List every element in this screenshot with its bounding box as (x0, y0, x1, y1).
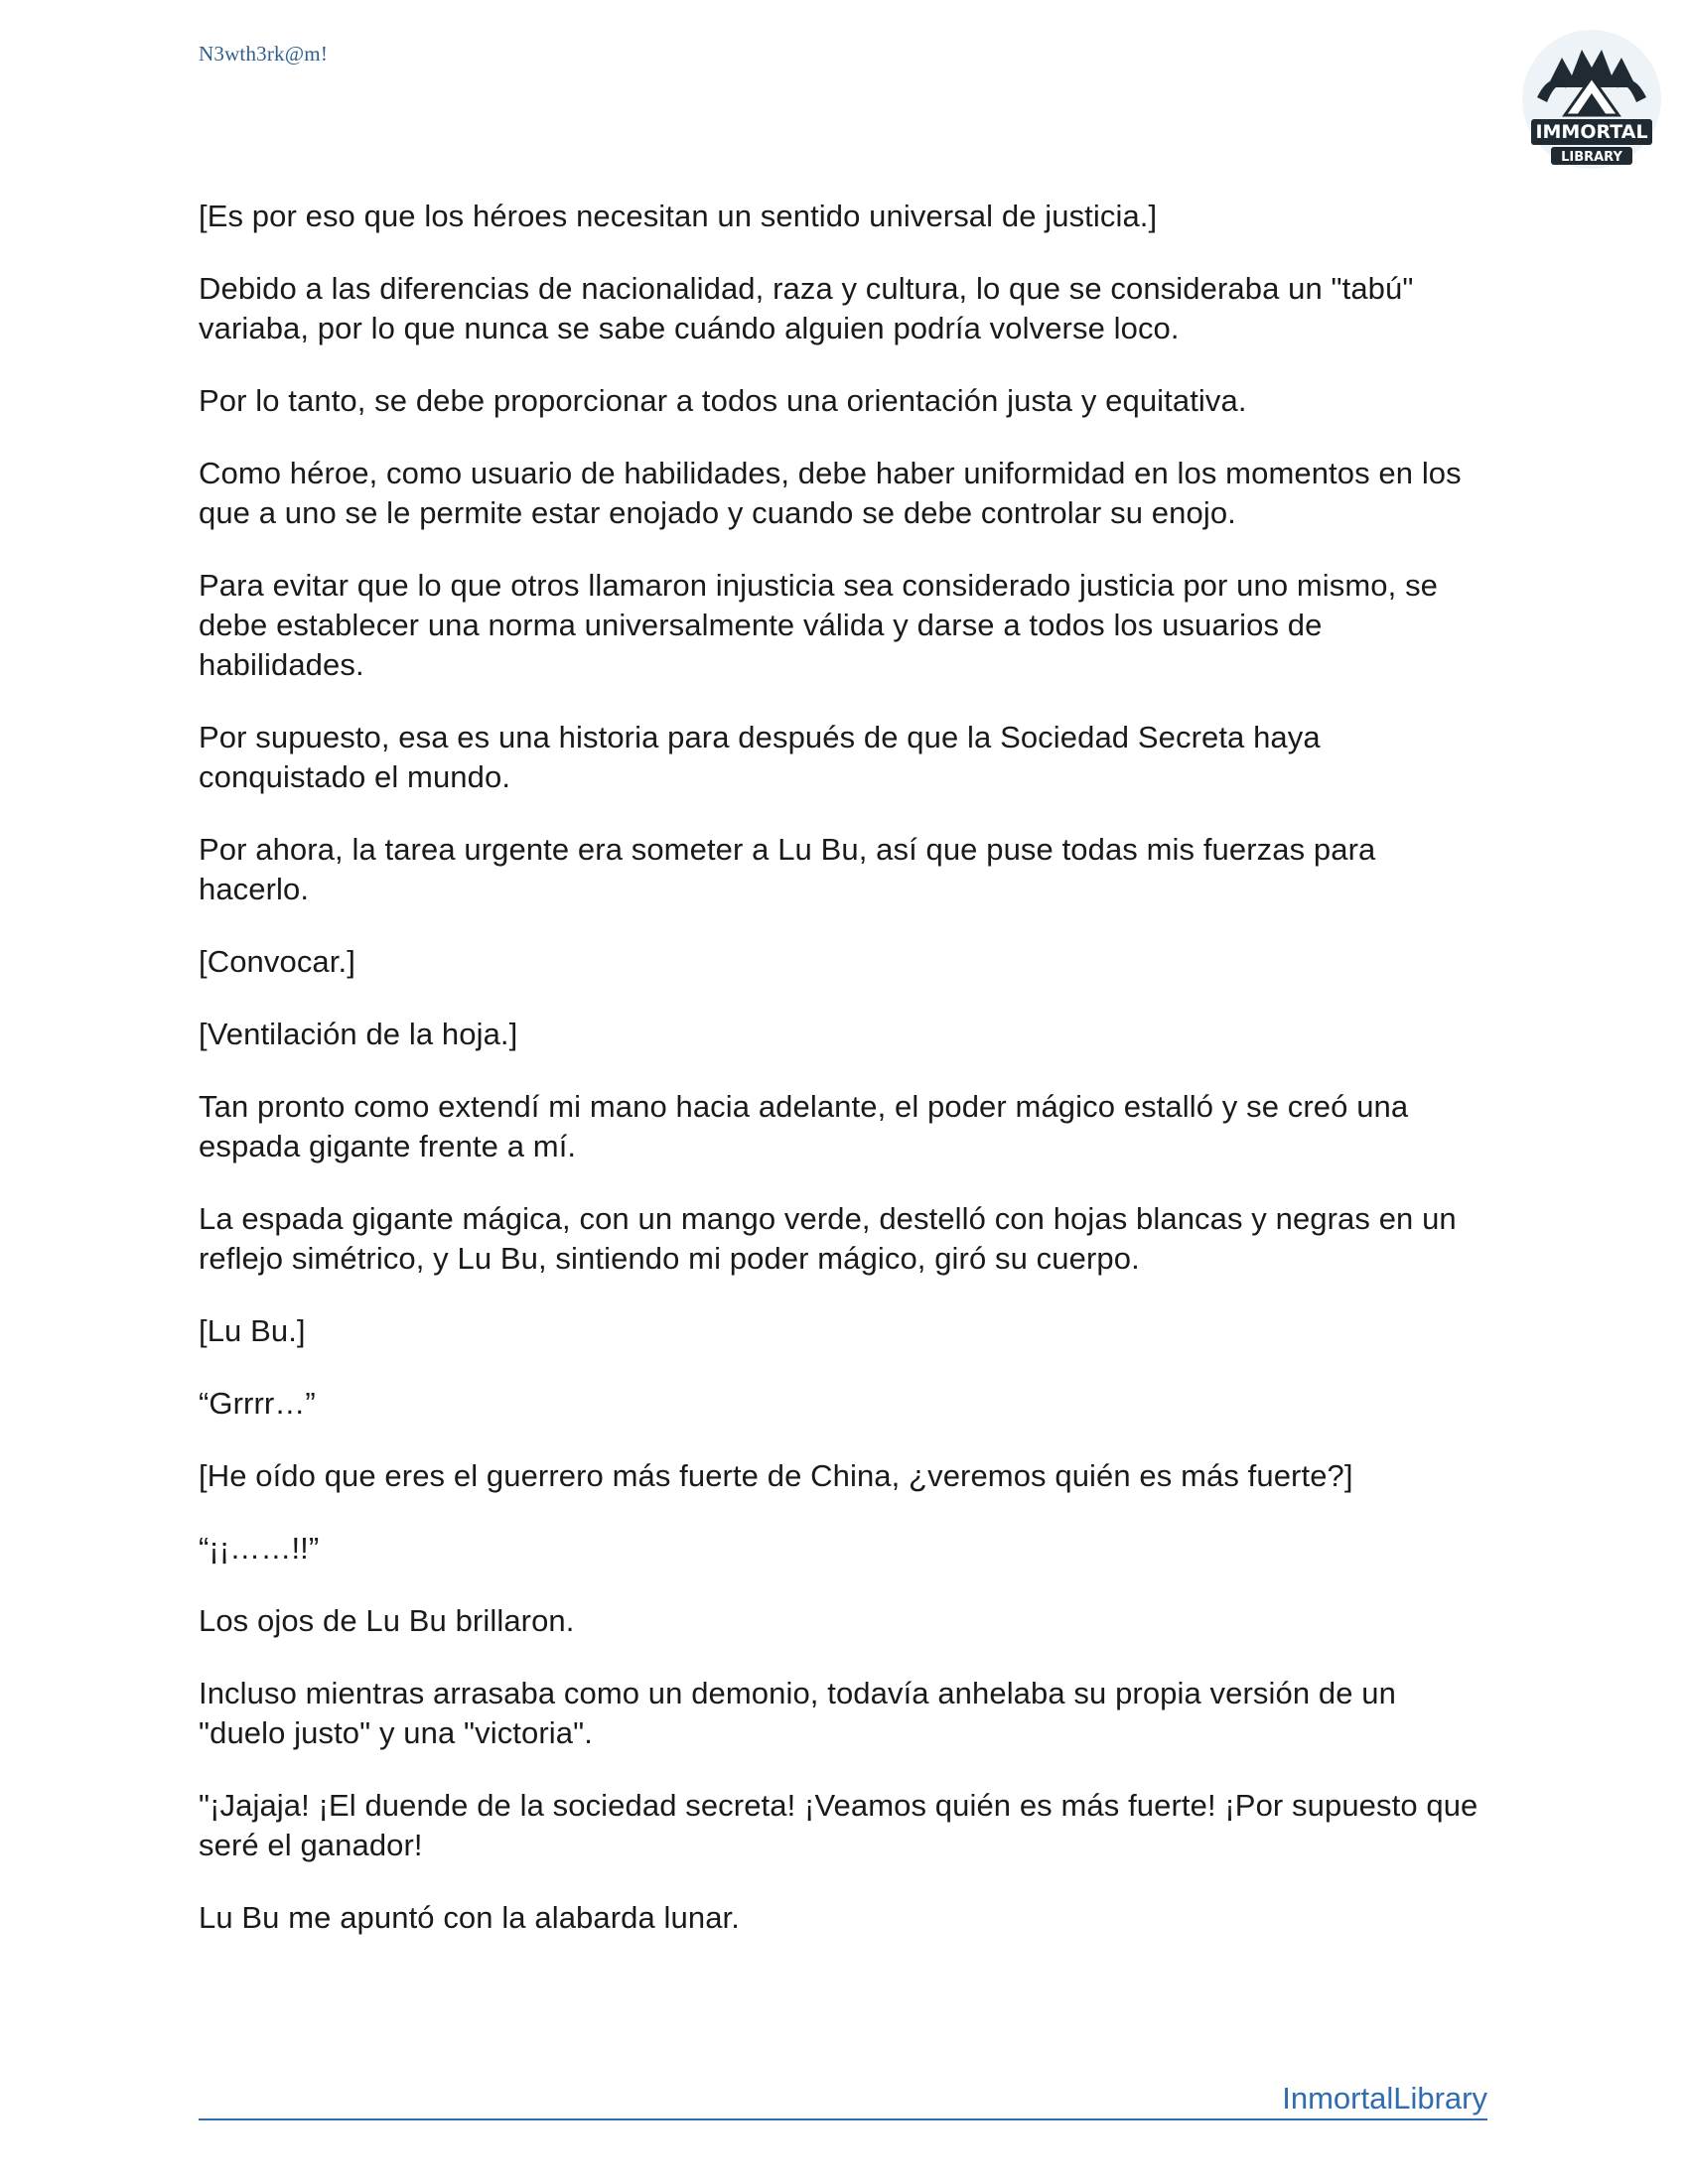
svg-text:IMMORTAL: IMMORTAL (1535, 121, 1648, 143)
svg-text:LIBRARY: LIBRARY (1561, 150, 1622, 165)
header-watermark: N3wth3rk@m! (199, 42, 329, 66)
paragraph: [Es por eso que los héroes necesitan un sentido universal de justicia.] (199, 199, 1158, 233)
paragraph: [He oído que eres el guerrero más fuerte de China, ¿veremos quién es más fuerte?] (199, 1458, 1353, 1493)
paragraph: [Convocar.] (199, 944, 355, 979)
immortal-library-logo (1517, 28, 1666, 177)
paragraph: [Lu Bu.] (199, 1313, 306, 1348)
paragraph: La espada gigante mágica, con un mango verde, destelló con hojas blancas y negras en un reflejo simétrico, y Lu Bu, sintiendo mi poder mágico, giró su cuerpo. (199, 1201, 1457, 1276)
paragraph: "¡Jajaja! ¡El duende de la sociedad secreta! ¡Veamos quién es más fuerte! ¡Por supuesto que seré el ganador! (199, 1788, 1478, 1862)
paragraph: Lu Bu me apuntó con la alabarda lunar. (199, 1900, 740, 1935)
logo-emblem-icon (1517, 28, 1666, 177)
footer-library-link[interactable]: InmortalLibrary (1282, 2081, 1487, 2116)
paragraph: Incluso mientras arrasaba como un demonio, todavía anhelaba su propia versión de un "duelo justo" y una "victoria". (199, 1676, 1396, 1750)
paragraph: Por lo tanto, se debe proporcionar a todos una orientación justa y equitativa. (199, 383, 1247, 418)
paragraph: Para evitar que lo que otros llamaron injusticia sea considerado justicia por uno mismo, se debe establecer una norma universalmente válida y darse a todos los usuarios de habilidades. (199, 568, 1439, 682)
paragraph: “¡¡……!!” (199, 1531, 320, 1566)
paragraph: Los ojos de Lu Bu brillaron. (199, 1603, 575, 1638)
paragraph: “Grrrr…” (199, 1386, 316, 1421)
paragraph: Debido a las diferencias de nacionalidad, raza y cultura, lo que se consideraba un "tabú" variaba, por lo que nunca se sabe cuándo alguien podría volverse loco. (199, 271, 1414, 345)
paragraph: Por supuesto, esa es una historia para después de que la Sociedad Secreta haya conquistado el mundo. (199, 720, 1321, 794)
paragraph: Como héroe, como usuario de habilidades, debe haber uniformidad en los momentos en los que a uno se le permite estar enojado y cuando se debe controlar su enojo. (199, 456, 1462, 530)
footer-divider (199, 2118, 1487, 2120)
paragraph: [Ventilación de la hoja.] (199, 1017, 518, 1051)
chapter-body (199, 197, 1489, 1971)
paragraph: Por ahora, la tarea urgente era someter a Lu Bu, así que puse todas mis fuerzas para hacerlo. (199, 832, 1376, 906)
paragraph: Tan pronto como extendí mi mano hacia adelante, el poder mágico estalló y se creó una espada gigante frente a mí. (199, 1089, 1409, 1163)
